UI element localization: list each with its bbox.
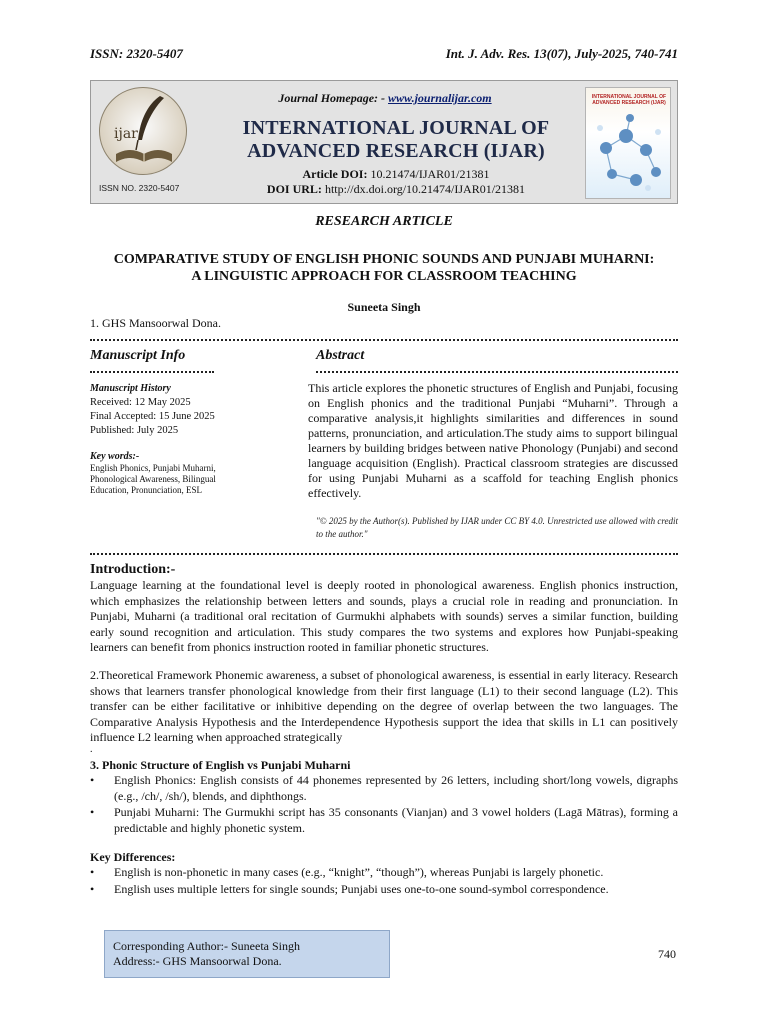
manuscript-history-heading: Manuscript History: [90, 383, 171, 394]
abstract-text: This article explores the phonetic structures of English and Punjabi, focusing on English phonics and the traditional Punjabi “Muharni”. Through a comparative analysis,it highlights similarities and differences in sound patterns, pronunciation, and articulation.The study aims to support bilingual learners by building bridges between native Phonology (Punjabi) and second language acquisition (English). Practical classroom strategies are discussed for using Punjabi Muharni as a scaffold for teaching English phonics effectively.: [308, 381, 678, 500]
license-note: "© 2025 by the Author(s). Published by IJAR under CC BY 4.0. Unrestricted use allowed with credit to the author.": [316, 516, 678, 539]
keywords: English Phonics, Punjabi Muharni, Phonological Awareness, Bilingual Education, Pronunciation, ESL: [90, 463, 216, 495]
author-address: Address:- GHS Mansoorwal Dona.: [113, 954, 282, 968]
doi-url-link[interactable]: http://dx.doi.org/10.21474/IJAR01/21381: [324, 182, 526, 196]
article-doi-value: 10.21474/IJAR01/21381: [370, 167, 490, 181]
corresponding-author: Corresponding Author:- Suneeta Singh: [113, 939, 300, 953]
list-item: • Punjabi Muharni: The Gurmukhi script has 35 consonants (Vianjan) and 3 vowel holders (Lagā Mātras), forming a predictable and highly phonetic system.: [90, 805, 678, 836]
stray-period: .: [90, 744, 93, 755]
logo-issn: ISSN NO. 2320-5407: [99, 183, 180, 193]
section-3-list: [90, 773, 678, 837]
key-differences-list: [90, 865, 678, 898]
divider: [90, 371, 214, 373]
received-date: Received: 12 May 2025: [90, 397, 191, 408]
corresponding-author-box: [104, 930, 390, 978]
manuscript-info-heading: Manuscript Info: [90, 348, 186, 363]
article-type: RESEARCH ARTICLE: [315, 214, 453, 229]
keywords-heading: Key words:-: [90, 451, 140, 462]
list-item: • English is non-phonetic in many cases (e.g., “knight”, “though”), whereas Punjabi is largely phonetic.: [90, 865, 678, 881]
author-affiliation: 1. GHS Mansoorwal Dona.: [90, 316, 221, 330]
article-doi: [206, 167, 586, 182]
divider: [90, 339, 678, 341]
paper-title-line-2: A LINGUISTIC APPROACH FOR CLASSROOM TEACHING: [191, 269, 577, 284]
logo-text: ijar: [114, 126, 138, 142]
homepage-link[interactable]: www.journalijar.com: [388, 91, 492, 105]
doi-url: [206, 182, 586, 197]
divider: [316, 371, 678, 373]
published-date: Published: July 2025: [90, 425, 179, 436]
running-header: [90, 46, 678, 64]
header-issn: ISSN: 2320-5407: [90, 46, 183, 61]
author-name: Suneeta Singh: [347, 300, 421, 314]
journal-masthead: [90, 80, 678, 204]
divider: [90, 553, 678, 555]
manuscript-history: [90, 396, 215, 438]
framework-paragraph: 2.Theoretical Framework Phonemic awareness, a subset of phonological awareness, is essential in early literacy. Research shows that learners transfer phonological knowledge from their first language (L1) to their second language (L2). This transfer can be either facilitative or inhibitive depending on the degree of overlap between the two languages. The Comparative Analysis Hypothesis and the Interdependence Hypothesis support the idea that skills in L1 can positively influence L2 learning when approached strategically: [90, 668, 678, 744]
list-item: • English Phonics: English consists of 44 phonemes represented by 26 letters, including short/long vowels, digraphs (e.g., /ch/, /sh/), blends, and diphthongs.: [90, 773, 678, 804]
introduction-heading: Introduction:-: [90, 562, 176, 577]
header-citation: Int. J. Adv. Res. 13(07), July-2025, 740-741: [445, 46, 678, 61]
introduction-paragraph: Language learning at the foundational level is deeply rooted in phonological awareness. English phonics instruction, which emphasizes the relationship between letters and sounds, plays a crucial role in reading and pronunciation. In Punjabi, Muharni (a traditional oral recitation of Gurmukhi alphabets with sounds) serves a similar function, building early sound recognition and articulation. This study compares the two systems and explores how Punjabi-speaking learners can benefit from phonics instruction rooted in familiar phonetic structures.: [90, 578, 678, 654]
page-number: 740: [658, 947, 676, 961]
article-doi-label: Article DOI:: [302, 167, 368, 181]
abstract-heading: Abstract: [316, 348, 365, 363]
section-3-heading: 3. Phonic Structure of English vs Punjabi Muharni: [90, 758, 351, 772]
journal-cover-image: [585, 87, 671, 199]
paper-title: [90, 251, 678, 285]
key-differences-heading: Key Differences:: [90, 850, 176, 864]
paper-title-line-1: COMPARATIVE STUDY OF ENGLISH PHONIC SOUNDS AND PUNJABI MUHARNI:: [113, 252, 655, 267]
cover-title: INTERNATIONAL JOURNAL OF ADVANCED RESEARCH (IJAR): [591, 94, 667, 106]
homepage-label: Journal Homepage: -: [278, 91, 389, 105]
journal-title: INTERNATIONAL JOURNAL OF ADVANCED RESEARCH (IJAR): [242, 117, 550, 162]
list-item: • English uses multiple letters for single sounds; Punjabi uses one-to-one sound-symbol correspondence.: [90, 882, 678, 898]
doi-url-label: DOI URL:: [266, 182, 322, 196]
accepted-date: Final Accepted: 15 June 2025: [90, 411, 215, 422]
